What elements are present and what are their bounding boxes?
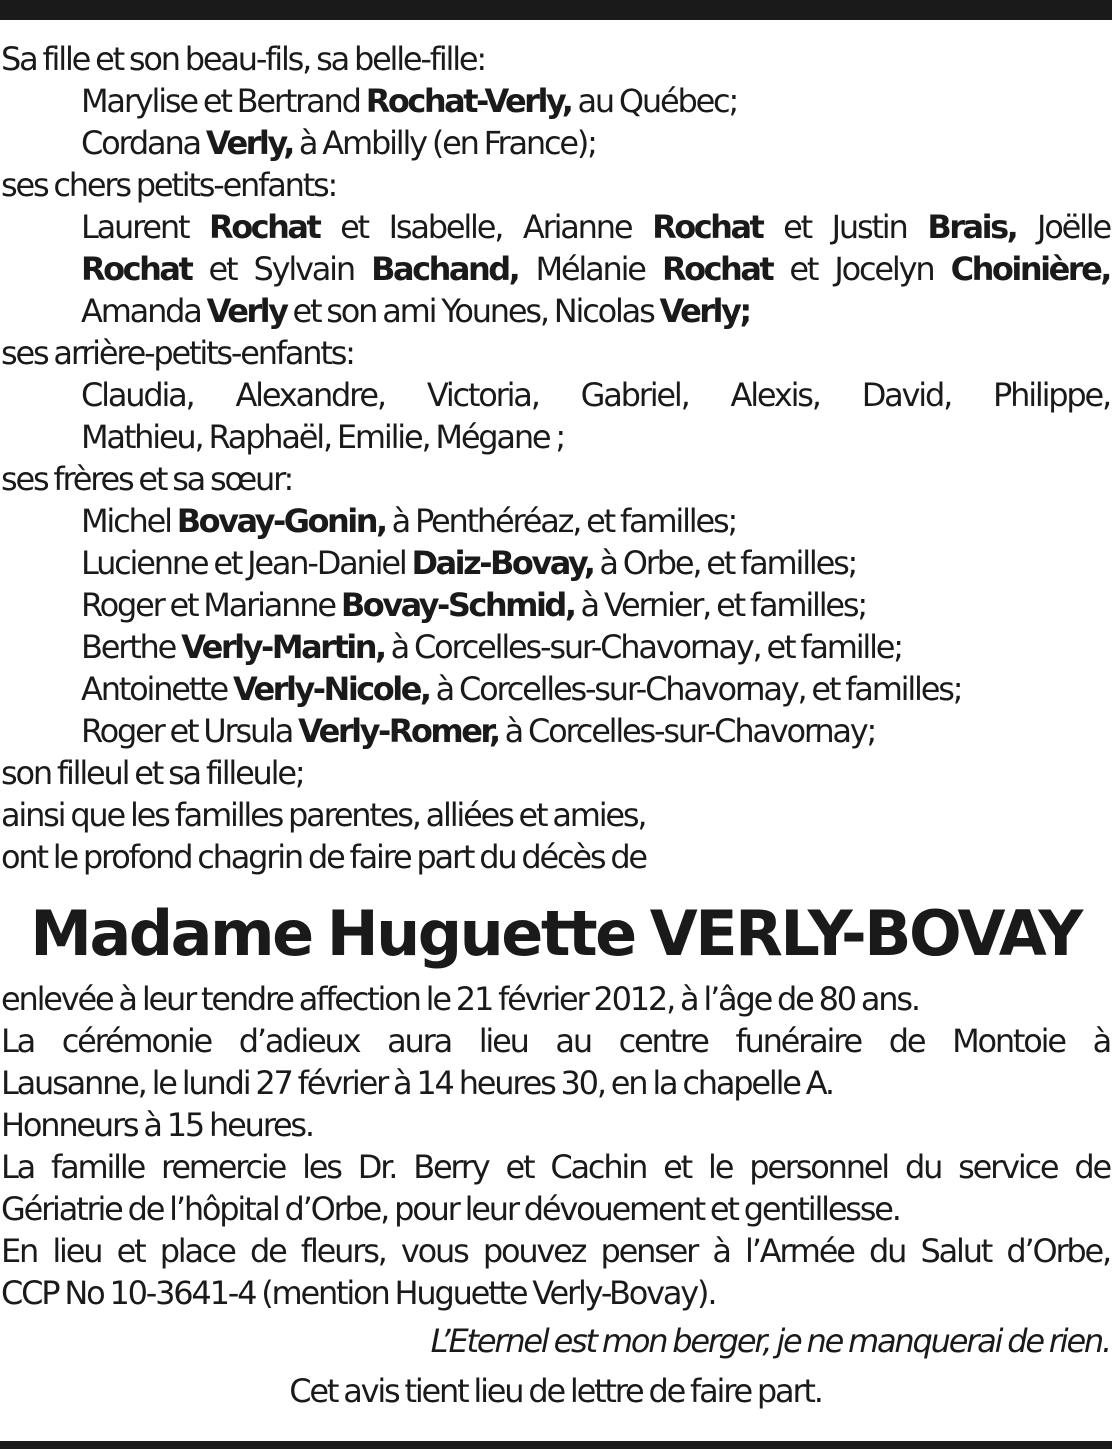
- daughter-line: Marylise et Bertrand Rochat-Verly, au Québec;: [81, 82, 738, 120]
- death-line: enlevée à leur tendre affection le 21 février 2012, à l’âge de 80 ans.: [1, 980, 919, 1018]
- grandchildren-line-3: Amanda Verly et son ami Younes, Nicolas Verly;: [81, 292, 750, 330]
- godchildren-line: son filleul et sa filleule;: [1, 754, 304, 792]
- bible-verse: L’Eternel est mon berger, je ne manquerai de rien.: [430, 1322, 1110, 1360]
- intro-siblings: ses frères et sa sœur:: [1, 460, 293, 498]
- bottom-rule: [0, 1441, 1112, 1449]
- ceremony-line-1: La cérémonie d’adieux aura lieu au centre funéraire de Montoie à: [1, 1022, 1110, 1060]
- closing-line: Cet avis tient lieu de lettre de faire part.: [289, 1372, 822, 1410]
- ceremony-line-2: Lausanne, le lundi 27 février à 14 heures 30, en la chapelle A.: [1, 1064, 833, 1102]
- sibling-line-1: Michel Bovay-Gonin, à Penthéréaz, et familles;: [81, 502, 737, 540]
- honours-line: Honneurs à 15 heures.: [1, 1106, 313, 1144]
- sibling-line-2: Lucienne et Jean-Daniel Daiz-Bovay, à Orbe, et familles;: [81, 544, 857, 582]
- intro-daughter: Sa fille et son beau-fils, sa belle-fille:: [1, 40, 485, 78]
- intro-great-grandchildren: ses arrière-petits-enfants:: [1, 334, 354, 372]
- sibling-line-5: Antoinette Verly-Nicole, à Corcelles-sur-Chavornay, et familles;: [81, 670, 962, 708]
- sibling-line-4: Berthe Verly-Martin, à Corcelles-sur-Chavornay, et famille;: [81, 628, 902, 666]
- announce-line: ont le profond chagrin de faire part du décès de: [1, 838, 646, 876]
- great-grandchildren-line-1: Claudia, Alexandre, Victoria, Gabriel, Alexis, David, Philippe,: [81, 376, 1110, 414]
- top-rule: [0, 0, 1112, 20]
- thanks-line-1: La famille remercie les Dr. Berry et Cachin et le personnel du service de: [1, 1148, 1110, 1186]
- sibling-line-3: Roger et Marianne Bovay-Schmid, à Vernier, et familles;: [81, 586, 866, 624]
- great-grandchildren-line-2: Mathieu, Raphaël, Emilie, Mégane ;: [81, 418, 564, 456]
- grandchildren-line-1: Laurent Rochat et Isabelle, Arianne Rochat et Justin Brais, Joëlle: [81, 208, 1110, 246]
- grandchildren-line-2: Rochat et Sylvain Bachand, Mélanie Rochat et Jocelyn Choinière,: [81, 250, 1110, 288]
- obituary-notice: [1, 38, 1110, 1412]
- donation-line-1: En lieu et place de fleurs, vous pouvez penser à l’Armée du Salut d’Orbe,: [1, 1232, 1110, 1270]
- daughter-in-law-line: Cordana Verly, à Ambilly (en France);: [81, 124, 596, 162]
- sibling-line-6: Roger et Ursula Verly-Romer, à Corcelles-sur-Chavornay;: [81, 712, 876, 750]
- donation-line-2: CCP No 10-3641-4 (mention Huguette Verly-Bovay).: [1, 1274, 716, 1312]
- thanks-line-2: Gériatrie de l’hôpital d’Orbe, pour leur dévouement et gentillesse.: [1, 1190, 900, 1228]
- deceased-name: Madame Huguette VERLY-BOVAY: [30, 897, 1081, 970]
- intro-grandchildren: ses chers petits-enfants:: [1, 166, 337, 204]
- families-line: ainsi que les familles parentes, alliées et amies,: [1, 796, 646, 834]
